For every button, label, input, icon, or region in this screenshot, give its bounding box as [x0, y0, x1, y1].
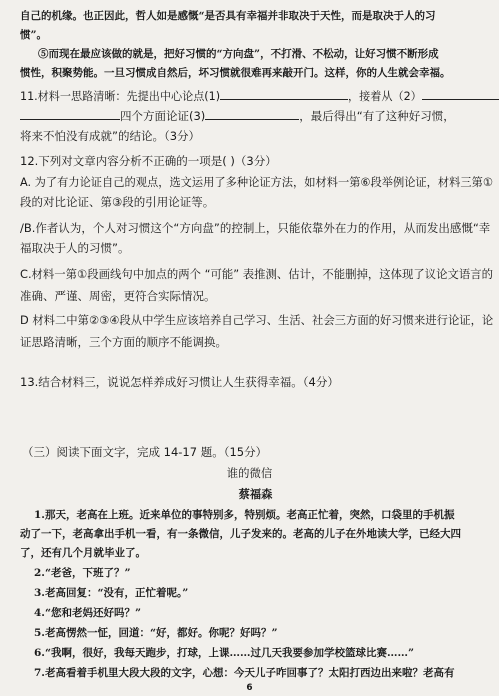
q12-option-a-line-1: A. 为了有力论证自己的观点，选文运用了多种论证方法，如材料一第⑥段举例论证，材料三第①	[20, 176, 493, 189]
material-para-5-line-2: 惯性，积聚势能。一旦习惯成自然后，坏习惯就很难再来敲开门。这样，你的人生就会幸福。	[20, 67, 451, 79]
q12-option-c-line-2: 准确、严谨、周密，更符合实际情况。	[20, 289, 216, 303]
q12-option-d-line-1: D 材料二中第②③④段从中学生应该培养自己学习、生活、社会三方面的好习惯来进行论证，论	[20, 313, 494, 327]
q12-option-a-line-2: 段的对比论证、第③段的引用论证等。	[20, 195, 215, 209]
material-cont-line-2: 惯”。	[20, 29, 48, 41]
q12-option-b-line-2: 福取决于人的习惯”。	[20, 241, 130, 255]
material-para-5-line-1: ⑤而现在最应该做的就是，把好习惯的“方向盘”，不打滑、不松动，让好习惯不断形成	[38, 48, 439, 60]
story-para-3: 3.老高回复：“没有，正忙着呢。”	[34, 587, 189, 599]
q11-line-2	[20, 108, 455, 124]
q11-blank-4[interactable]	[205, 109, 299, 120]
q11-blank-3[interactable]	[20, 109, 120, 120]
story-para-1-line-2: 动了一下，老高拿出手机一看，有一条微信，儿子发来的。老高的儿子在外地读大学，已经大四	[20, 528, 461, 540]
q13-stem: 13.结合材料三，说说怎样养成好习惯让人生获得幸福。（4分）	[20, 375, 339, 389]
q11-blank-2[interactable]	[422, 89, 499, 100]
story-para-5: 5.老高愣然一怔，回道：“好，都好。你呢？好吗？”	[34, 627, 278, 639]
story-title: 谁的微信	[226, 466, 273, 480]
q11-text-c: 四个方面论证(3)	[120, 109, 206, 123]
story-para-1-line-3: 了，还有几个月就毕业了。	[20, 547, 146, 559]
page-number: 6	[246, 683, 253, 693]
q11-blank-1[interactable]	[220, 89, 348, 100]
q11-text-b: ，接着从（2）	[348, 90, 422, 103]
q11-text-a: 11.材料一思路清晰：先提出中心论点(1)	[20, 90, 221, 103]
story-para-7: 7.老高看着手机里大段大段的文字，心想：今天儿子咋回事了？太阳打西边出来啦？老高有	[34, 667, 455, 679]
q11-text-d: ，最后得出“有了这种好习惯，	[299, 109, 455, 123]
story-para-4: 4.“您和老妈还好吗？”	[34, 607, 142, 619]
story-para-6: 6.“我啊，很好，我每天跑步，打球，上课……过几天我要参加学校篮球比赛……”	[34, 647, 415, 659]
section-3-heading: （三）阅读下面文字，完成 14-17 题。（15分）	[22, 445, 268, 459]
q12-option-d-line-2: 证思路清晰，三个方面的顺序不能调换。	[20, 335, 227, 349]
q12-stem: 12.下列对文章内容分析不正确的一项是( )（3分）	[20, 154, 277, 168]
story-author: 蔡福森	[238, 488, 273, 501]
material-cont-line-1: 自己的机缘。也正因此，哲人如是感慨“是否具有幸福并非取决于天性，而是取决于人的习	[20, 10, 436, 22]
q11-line-1	[20, 88, 499, 104]
story-para-2: 2.“老爸，下班了？”	[34, 567, 131, 579]
story-para-1-line-1: 1.那天，老高在上班。近来单位的事特别多，特别烦。老高正忙着，突然，口袋里的手机振	[34, 509, 455, 521]
q12-option-b-line-1: /B.作者认为，个人对习惯这个“方向盘”的控制上，只能依靠外在力的作用，从而发出感慨“幸	[20, 221, 491, 235]
q12-option-c-line-1: C.材料一第①段画线句中加点的两个 “可能” 表推测、估计，不能删掉，这体现了议论文语言的	[20, 267, 494, 281]
q11-line-3: 将来不怕没有成就”的结论。（3分）	[20, 129, 201, 143]
